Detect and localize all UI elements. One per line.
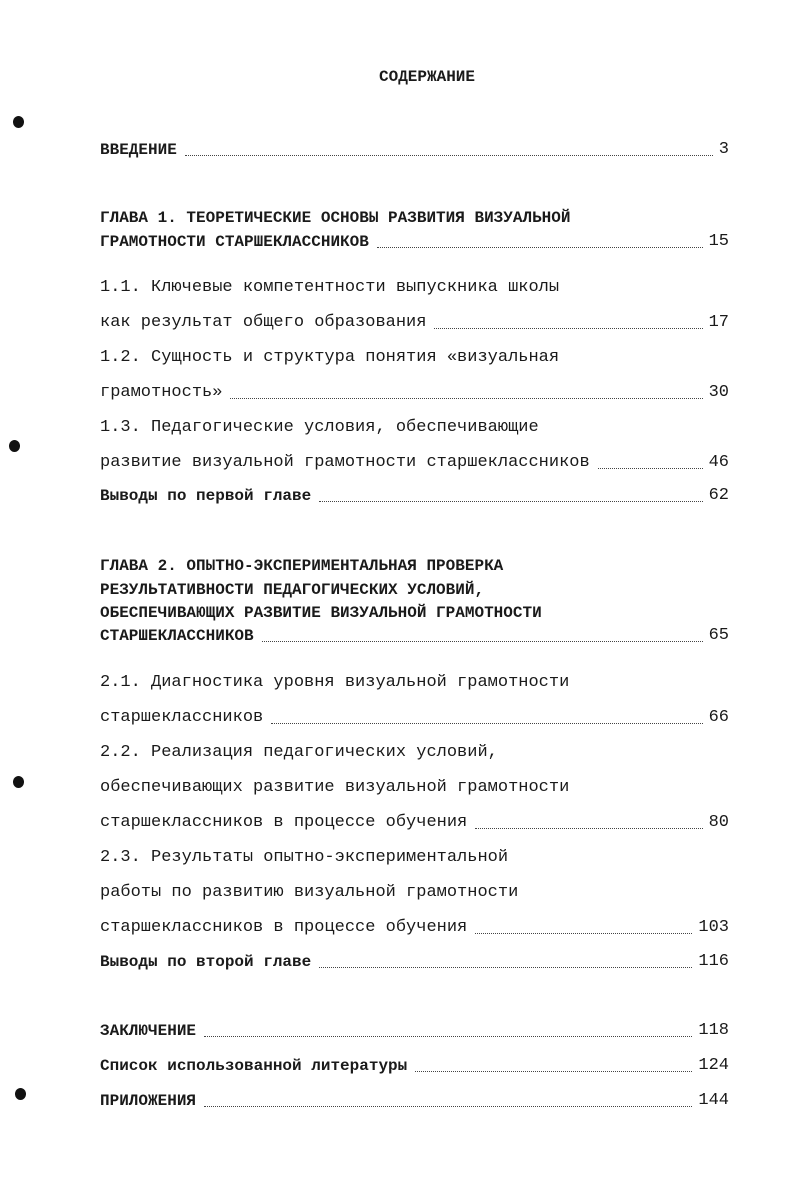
toc-entry-text: работы по развитию визуальной грамотности [100, 883, 519, 902]
toc-page-number: 15 [708, 232, 729, 251]
toc-entry-text: 2.1. Диагностика уровня визуальной грамотности [100, 673, 570, 692]
dot-leader [377, 246, 703, 248]
toc-entry-text: ГЛАВА 1. ТЕОРЕТИЧЕСКИЕ ОСНОВЫ РАЗВИТИЯ ВИЗУАЛЬНОЙ [100, 209, 571, 227]
section-1-1-line-1 [100, 274, 729, 298]
toc-entry-text: ПРИЛОЖЕНИЯ [100, 1092, 197, 1110]
toc-entry-text: ГРАМОТНОСТИ СТАРШЕКЛАССНИКОВ [100, 233, 369, 251]
page-title: СОДЕРЖАНИЕ [378, 68, 475, 86]
toc-page-number: 30 [708, 383, 729, 402]
chapter-2-heading-line-2 [100, 576, 729, 600]
chapter-2-heading-line-1 [100, 552, 729, 576]
toc-entry-appendices[interactable] [100, 1087, 729, 1111]
dot-leader [475, 932, 692, 934]
dot-leader [230, 397, 702, 399]
section-2-2-line-1 [100, 739, 729, 763]
toc-entry-chapter-1-conclusions[interactable] [100, 482, 729, 506]
toc-entry-text: старшеклассников в процессе обучения [100, 813, 468, 832]
dot-leader [262, 640, 703, 642]
toc-entry-text: грамотность» [100, 383, 223, 402]
section-2-3-line-1 [100, 844, 729, 868]
dot-leader [204, 1035, 692, 1037]
toc-entry-section-2-3[interactable] [100, 914, 729, 938]
toc-entry-chapter-2[interactable] [100, 622, 729, 646]
section-2-3-line-2 [100, 879, 729, 903]
toc-page-number: 118 [698, 1021, 729, 1040]
section-2-2-line-2 [100, 774, 729, 798]
dot-leader [598, 467, 703, 469]
toc-page-number: 65 [708, 626, 729, 645]
toc-entry-section-2-2[interactable] [100, 809, 729, 833]
toc-page-number: 66 [708, 708, 729, 727]
toc-entry-chapter-1[interactable] [100, 228, 729, 252]
section-1-2-line-1 [100, 344, 729, 368]
dot-leader [271, 722, 702, 724]
toc-entry-text: 2.3. Результаты опытно-экспериментальной [100, 848, 509, 867]
punch-hole-mark [9, 440, 20, 452]
toc-entry-text: ЗАКЛЮЧЕНИЕ [100, 1022, 197, 1040]
dot-leader [204, 1105, 692, 1107]
section-2-1-line-1 [100, 669, 729, 693]
toc-page-number: 17 [708, 313, 729, 332]
toc-page-number: 124 [698, 1056, 729, 1075]
toc-entry-introduction[interactable] [100, 136, 729, 160]
punch-hole-mark [15, 1088, 26, 1100]
toc-page-number: 80 [708, 813, 729, 832]
dot-leader [434, 327, 702, 329]
toc-entry-text: старшеклассников [100, 708, 264, 727]
toc-entry-text: 1.1. Ключевые компетентности выпускника школы [100, 278, 560, 297]
toc-page-number: 62 [708, 486, 729, 505]
toc-entry-text: Выводы по первой главе [100, 487, 312, 505]
toc-entry-section-1-1[interactable] [100, 309, 729, 333]
toc-page-number: 46 [708, 453, 729, 472]
toc-entry-section-1-3[interactable] [100, 449, 729, 473]
toc-entry-text: ГЛАВА 2. ОПЫТНО-ЭКСПЕРИМЕНТАЛЬНАЯ ПРОВЕРКА [100, 557, 504, 575]
toc-entry-text: СТАРШЕКЛАССНИКОВ [100, 627, 254, 645]
toc-page-number: 144 [698, 1091, 729, 1110]
toc-page-number: 116 [698, 952, 729, 971]
toc-page-number: 3 [718, 140, 729, 159]
punch-hole-mark [13, 116, 24, 128]
toc-entry-text: Выводы по второй главе [100, 953, 312, 971]
dot-leader [475, 827, 702, 829]
toc-entry-text: 1.2. Сущность и структура понятия «визуальная [100, 348, 560, 367]
dot-leader [185, 154, 713, 156]
toc-entry-references[interactable] [100, 1052, 729, 1076]
chapter-1-heading-line-1 [100, 204, 729, 228]
toc-entry-text: Список использованной литературы [100, 1057, 408, 1075]
toc-entry-text: обеспечивающих развитие визуальной грамотности [100, 778, 570, 797]
toc-entry-text: РЕЗУЛЬТАТИВНОСТИ ПЕДАГОГИЧЕСКИХ УСЛОВИЙ, [100, 581, 485, 599]
toc-entry-section-2-1[interactable] [100, 704, 729, 728]
dot-leader [415, 1070, 692, 1072]
toc-entry-text: ВВЕДЕНИЕ [100, 141, 177, 159]
toc-entry-text: старшеклассников в процессе обучения [100, 918, 468, 937]
toc-entry-chapter-2-conclusions[interactable] [100, 948, 729, 972]
toc-entry-text: развитие визуальной грамотности старшеклассников [100, 453, 590, 472]
toc-entry-section-1-2[interactable] [100, 379, 729, 403]
section-1-3-line-1 [100, 414, 729, 438]
dot-leader [319, 966, 692, 968]
dot-leader [319, 500, 702, 502]
toc-entry-text: 2.2. Реализация педагогических условий, [100, 743, 498, 762]
toc-entry-conclusion[interactable] [100, 1017, 729, 1041]
chapter-2-heading-line-3 [100, 599, 729, 623]
toc-page-number: 103 [698, 918, 729, 937]
toc-entry-text: как результат общего образования [100, 313, 427, 332]
toc-entry-text: 1.3. Педагогические условия, обеспечивающие [100, 418, 539, 437]
toc-entry-text: ОБЕСПЕЧИВАЮЩИХ РАЗВИТИЕ ВИЗУАЛЬНОЙ ГРАМОТНОСТИ [100, 604, 542, 622]
punch-hole-mark [13, 776, 24, 788]
